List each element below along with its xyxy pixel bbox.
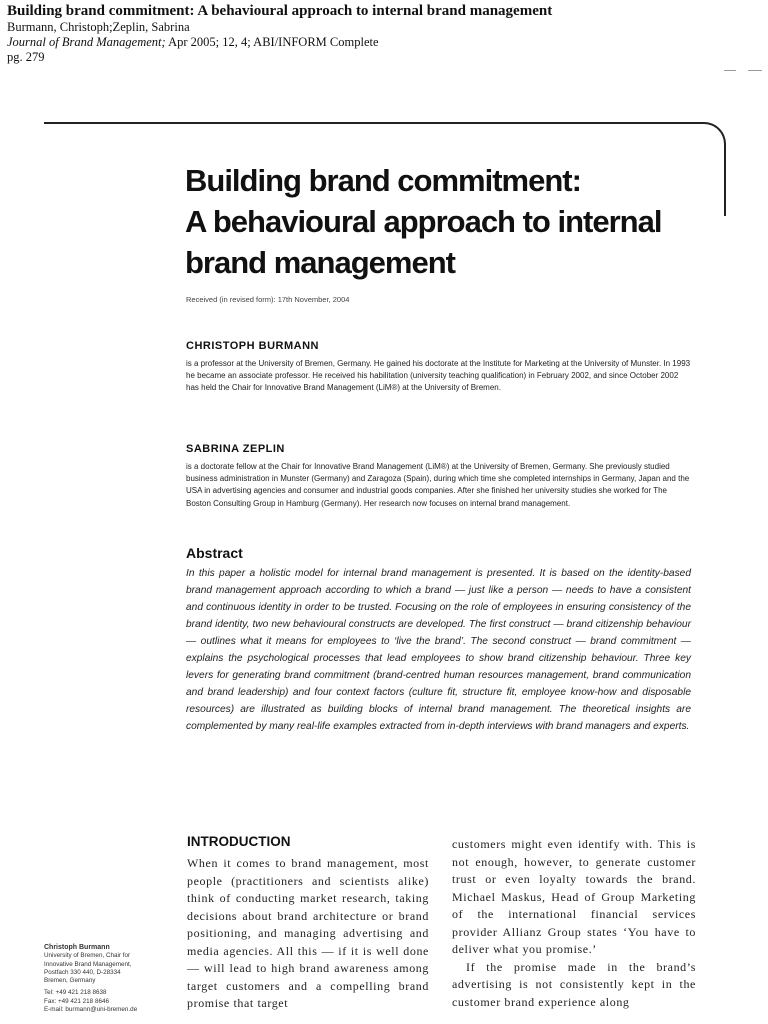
metadata-title: Building brand commitment: A behavioural approach to internal brand management <box>7 3 553 19</box>
abstract-text: In this paper a holistic model for internal brand management is presented. It is based on the identity-based brand management approach according to which a brand — just like a person — needs to have a consistent and continuous identity in order to be trusted. Focusing on the role of employees in ensuring consistency of the brand identity, two new behavioural constructs are developed. The first construct — brand citizenship behaviour — outlines what it means for employees to ‘live the brand’. The second construct — brand commitment — explains the psychological processes that lead employees to show brand citizenship behaviour. Three key levers for generating brand commitment (brand-centred human resources management, brand communication and brand leadership) and four context factors (culture fit, structure fit, employee know-how and disposable resources) are illustrated as building blocks of internal brand management. The theoretical insights are complemented by many real-life examples extracted from in-depth interviews with brand managers and experts. <box>186 568 691 732</box>
journal-details: Apr 2005; 12, 4; ABI/INFORM Complete <box>165 35 379 49</box>
author-name-zeplin: SABRINA ZEPLIN <box>186 443 285 455</box>
introduction-heading: INTRODUCTION <box>187 834 291 849</box>
email: E-mail: burmann@uni-bremen.de <box>44 1006 138 1014</box>
telephone: Tel: +49 421 218 8638 <box>44 989 107 997</box>
title-line: brand management <box>185 245 455 280</box>
introduction-column-1: When it comes to brand management, most people (practitioners and scientists alike) think of conducting market research, taking decisions about brand architecture or brand positioning, and managing advertising and media agencies. All this — if it is well done — will lead to high brand awareness among target customers and a compelling brand promise that target <box>187 856 429 1010</box>
correspondence-name: Christoph Burmann <box>44 944 110 951</box>
document-metadata <box>7 3 552 65</box>
metadata-authors: Burmann, Christoph;Zeplin, Sabrina <box>7 20 190 34</box>
paragraph: If the promise made in the brand’s advertising is not consistently kept in the customer brand experience along <box>452 959 696 1009</box>
received-date: Received (in revised form): 17th November, 2004 <box>186 295 350 304</box>
abstract-heading: Abstract <box>186 545 243 561</box>
article-title <box>185 160 745 283</box>
dash-mark <box>748 70 762 71</box>
journal-name: Journal of Brand Management; <box>7 35 166 49</box>
metadata-journal <box>7 35 552 50</box>
paragraph: customers might even identify with. This is not enough, however, to generate customer trust or even loyalty towards the brand. Michael Maskus, Head of Group Marketing of the international financial services provider Allianz Group states ‘You have to deliver what you promise.’ <box>452 837 696 956</box>
address-line: Postfach 330 440, D-28334 <box>44 968 121 976</box>
author-bio-burmann: is a professor at the University of Bremen, Germany. He gained his doctorate at the Institute for Marketing at the University of Munster. In 1993 he became an associate professor. He received his habilitation (university teaching qualification) in February 2002, and since October 2002 has held the Chair for Innovative Brand Management (LiM®) at the University of Bremen. <box>186 359 691 393</box>
dash-mark <box>724 70 736 71</box>
title-line: Building brand commitment: <box>185 163 581 198</box>
address-line: University of Bremen, Chair for <box>44 952 131 960</box>
author-name-burmann: CHRISTOPH BURMANN <box>186 340 319 352</box>
address-line: Bremen, Germany <box>44 977 96 985</box>
author-bio-zeplin: is a doctorate fellow at the Chair for Innovative Brand Management (LiM®) at the University of Bremen, Germany. She previously studied business administration in Munster (Germany) and Zaragoza (Spain), during which time she completed internships in Germany, Japan and the USA in advertising agencies and consumer and industrial goods companies. After she finished her university studies she worked for The Boston Consulting Group in Hamburg (Germany). Her research now focuses on internal brand management. <box>186 462 690 508</box>
title-line: A behavioural approach to internal <box>185 204 662 239</box>
introduction-column-2 <box>452 836 696 1011</box>
address-line: Innovative Brand Management, <box>44 960 132 968</box>
correspondence-address <box>44 944 174 1014</box>
metadata-page: pg. 279 <box>7 50 45 64</box>
fax: Fax: +49 421 218 8646 <box>44 997 109 1005</box>
